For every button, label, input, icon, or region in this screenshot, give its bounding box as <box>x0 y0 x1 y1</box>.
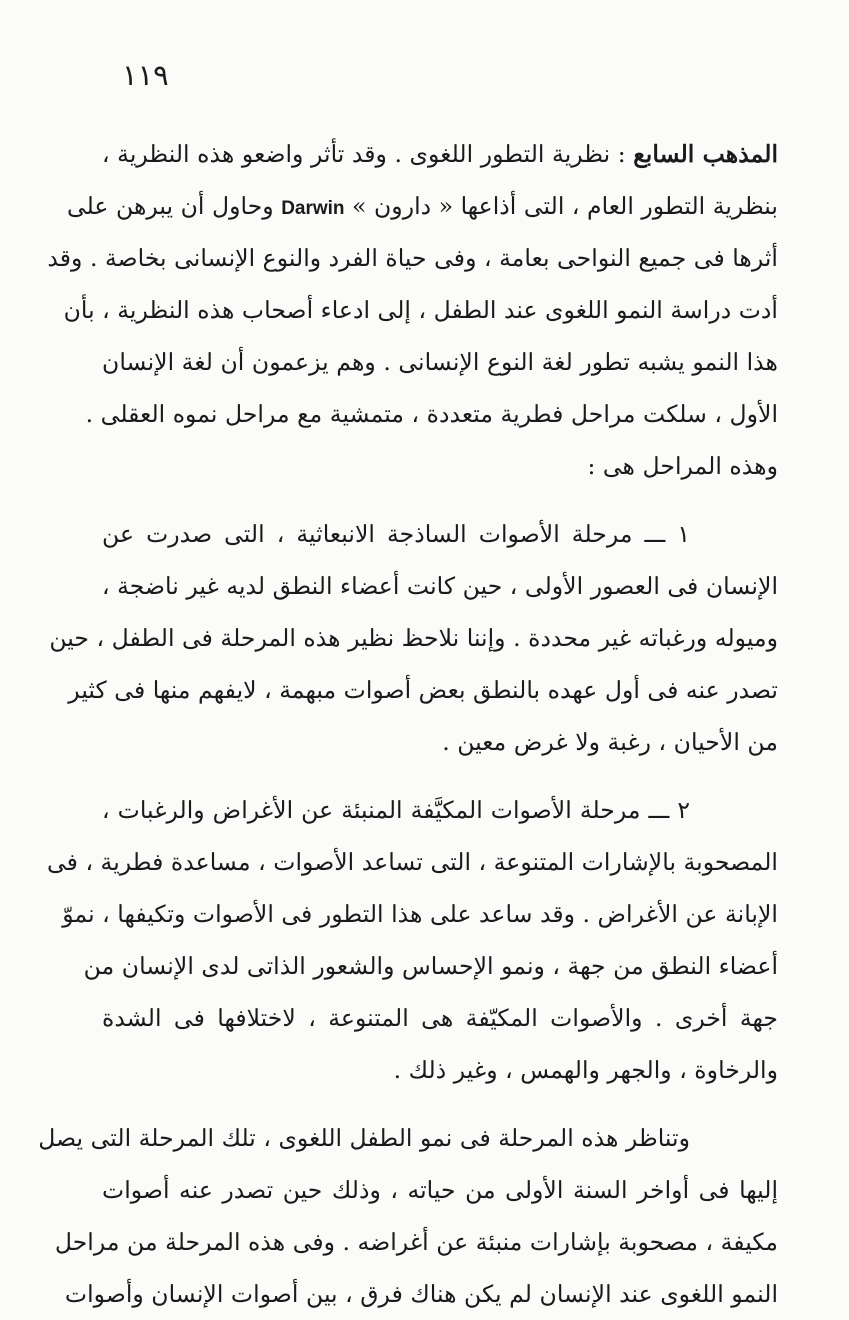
paragraph-gap <box>102 768 778 784</box>
text-line: وميوله ورغباته غير محددة . وإننا نلاحظ نظير هذه المرحلة فى الطفل ، حين <box>49 624 778 652</box>
paragraph-gap <box>102 1096 778 1112</box>
page-body <box>38 128 778 1320</box>
text-line: تصدر عنه فى أول عهده بالنطق بعض أصوات مبهمة ، لايفهم منها فى كثير <box>68 676 778 704</box>
text-span: وحاول أن يبرهن على <box>66 192 282 220</box>
text-line: النمو اللغوى عند الإنسان لم يكن هناك فرق ، بين أصوات الإنسان وأصوات <box>64 1280 778 1308</box>
page-number: ١١٩ <box>122 58 169 92</box>
text-line: جهة أخرى . والأصوات المكيّفة هى المتنوعة ، لاختلافها فى الشدة <box>102 1004 778 1032</box>
text-line <box>102 128 778 180</box>
text-line: وهذه المراحل هى : <box>587 452 778 480</box>
latin-term: Darwin <box>281 198 345 219</box>
text-line: الإنسان فى العصور الأولى ، حين كانت أعضاء النطق لديه غير ناضجة ، <box>102 572 778 600</box>
text-line: أدت دراسة النمو اللغوى عند الطفل ، إلى ادعاء أصحاب هذه النظرية ، بأن <box>63 296 778 324</box>
paragraph-4 <box>38 1112 778 1320</box>
text-line: الأول ، سلكت مراحل فطرية متعددة ، متمشية مع مراحل نموه العقلى . <box>85 400 778 428</box>
text-line: أعضاء النطق من جهة ، ونمو الإحساس والشعور الذاتى لدى الإنسان من <box>83 952 778 980</box>
text-line: والرخاوة ، والجهر والهمس ، وغير ذلك . <box>393 1056 778 1084</box>
paragraph-3 <box>47 784 778 1096</box>
paragraph-1 <box>47 128 778 492</box>
paragraph-2 <box>49 508 778 768</box>
section-heading: المذهب السابع <box>633 140 778 168</box>
text-line: وتناظر هذه المرحلة فى نمو الطفل اللغوى ، تلك المرحلة التى يصل <box>38 1124 690 1152</box>
text-span: بنظرية التطور العام ، التى أذاعها « دارون » <box>344 192 778 220</box>
text-line: أثرها فى جميع النواحى بعامة ، وفى حياة الفرد والنوع الإنسانى بخاصة . وقد <box>47 244 778 272</box>
text-span: : نظرية التطور اللغوى . وقد تأثر واضعو هذه النظرية ، <box>102 140 634 168</box>
text-line: مكيفة ، مصحوبة بإشارات منبئة عن أغراضه . وفى هذه المرحلة من مراحل <box>54 1228 778 1256</box>
text-line <box>66 180 778 232</box>
text-line: ١ ـــ مرحلة الأصوات الساذجة الانبعاثية ، التى صدرت عن <box>102 520 690 548</box>
text-line: الإبانة عن الأغراض . وقد ساعد على هذا التطور فى الأصوات وتكيفها ، نموّ <box>62 900 778 928</box>
text-line: من الأحيان ، رغبة ولا غرض معين . <box>442 728 778 756</box>
text-line: المصحوبة بالإشارات المتنوعة ، التى تساعد الأصوات ، مساعدة فطرية ، فى <box>47 848 778 876</box>
text-line: إليها فى أواخر السنة الأولى من حياته ، وذلك حين تصدر عنه أصوات <box>102 1176 778 1204</box>
text-line: هذا النمو يشبه تطور لغة النوع الإنسانى . وهم يزعمون أن لغة الإنسان <box>102 348 778 376</box>
paragraph-gap <box>102 492 778 508</box>
text-line: ٢ ـــ مرحلة الأصوات المكيَّفة المنبئة عن الأغراض والرغبات ، <box>102 796 690 824</box>
